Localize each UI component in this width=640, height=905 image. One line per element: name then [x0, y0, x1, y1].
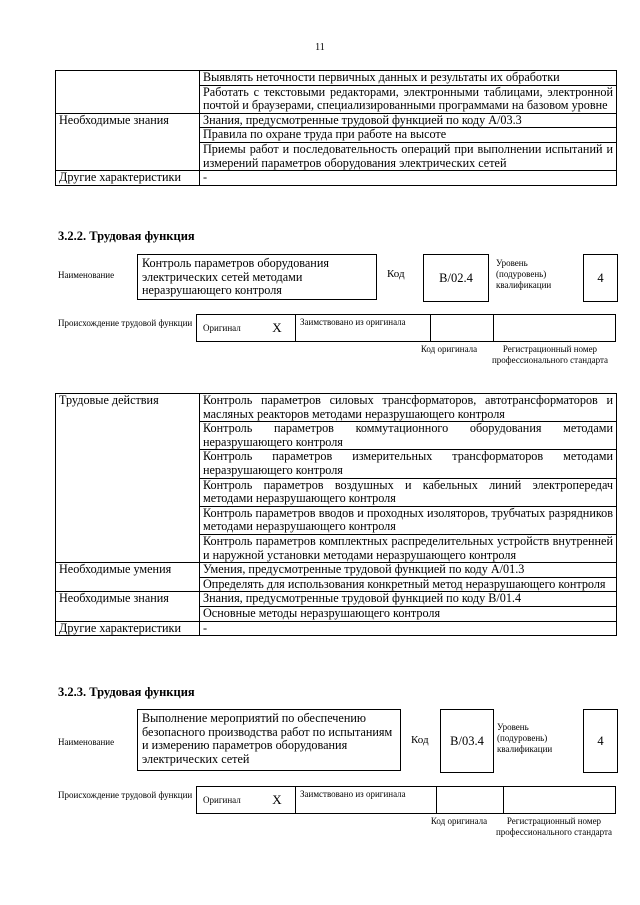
row-item: Правила по охране труда при работе на высоте — [200, 128, 617, 143]
row-label: Другие характеристики — [56, 171, 200, 186]
borrowed-label-323: Заимствовано из оригинала — [296, 787, 437, 813]
row-item: Выявлять неточности первичных данных и результаты их обработки — [200, 71, 617, 86]
reg-number-caption-322: Регистрационный номер профессионального стандарта — [491, 344, 609, 365]
row-item: Контроль параметров коммутационного оборудования методами неразрушающего контроля — [200, 422, 617, 450]
reg-number-caption-323: Регистрационный номер профессионального стандарта — [495, 816, 613, 837]
row-item: Умения, предусмотренные трудовой функцией по коду А/01.3 — [200, 563, 617, 578]
code-label-323: Код — [411, 734, 429, 746]
code-original-caption-323: Код оригинала — [430, 816, 488, 826]
original-label-323: Оригинал — [203, 794, 241, 805]
row-item: Контроль параметров воздушных и кабельных линий электропередач методами неразрушающего контроля — [200, 478, 617, 506]
code-original-cell-323 — [437, 787, 504, 813]
row-item: Контроль параметров силовых трансформаторов, автотрансформаторов и масляных реакторов методами неразрушающего контроля — [200, 394, 617, 422]
page-number: 11 — [315, 42, 325, 53]
section-heading-323: 3.2.3. Трудовая функция — [58, 685, 195, 699]
level-label-323: Уровень (подуровень) квалификации — [497, 722, 553, 754]
table-row — [56, 171, 617, 186]
row-item: - — [200, 171, 617, 186]
original-label-322: Оригинал — [203, 322, 241, 333]
row-label: Трудовые действия — [56, 394, 200, 563]
table-row — [56, 71, 617, 86]
table-row — [56, 621, 617, 636]
row-item: Работать с текстовыми редакторами, электронными таблицами, электронной почтой и браузерами, специализированными программами на базовом уровне — [200, 85, 617, 113]
origin-label-322: Происхождение трудовой функции — [58, 318, 193, 328]
row-item: Знания, предусмотренные трудовой функцией по коду А/03.3 — [200, 113, 617, 128]
section-heading-322: 3.2.2. Трудовая функция — [58, 229, 195, 243]
row-label: Другие характеристики — [56, 621, 200, 636]
row-item: - — [200, 621, 617, 636]
table-row — [56, 113, 617, 128]
table-322 — [55, 393, 617, 636]
table-row — [56, 592, 617, 607]
row-item: Определять для использования конкретный метод неразрушающего контроля — [200, 577, 617, 592]
name-label-322: Наименование — [58, 270, 115, 280]
row-item: Контроль параметров измерительных трансформаторов методами неразрушающего контроля — [200, 450, 617, 478]
code-value-323: В/03.4 — [440, 709, 494, 773]
row-label: Необходимые умения — [56, 563, 200, 592]
code-value-322: В/02.4 — [423, 254, 489, 302]
row-label: Необходимые знания — [56, 113, 200, 170]
reg-number-cell-322 — [494, 315, 615, 341]
name-value-323: Выполнение мероприятий по обеспечению безопасного производства работ по испытаниям и измерению параметров оборудования электрических сетей — [137, 709, 401, 771]
table-row — [56, 563, 617, 578]
original-mark-323: X — [259, 787, 296, 813]
origin-label-323: Происхождение трудовой функции — [58, 790, 193, 800]
code-label-322: Код — [387, 268, 405, 280]
reg-number-cell-323 — [504, 787, 615, 813]
row-item: Приемы работ и последовательность операций при выполнении испытаний и измерений параметров оборудования электрических сетей — [200, 142, 617, 170]
row-item: Контроль параметров вводов и проходных изоляторов, трубчатых разрядников методами неразрушающего контроля — [200, 506, 617, 534]
code-original-cell-322 — [431, 315, 494, 341]
code-original-caption-322: Код оригинала — [420, 344, 478, 354]
row-item: Основные методы неразрушающего контроля — [200, 606, 617, 621]
origin-box-322 — [196, 314, 616, 342]
table-top — [55, 70, 617, 186]
original-mark-322: X — [259, 315, 296, 341]
name-value-322: Контроль параметров оборудования электрических сетей методами неразрушающего контроля — [137, 254, 377, 300]
row-item: Знания, предусмотренные трудовой функцией по коду В/01.4 — [200, 592, 617, 607]
name-label-323: Наименование — [58, 737, 115, 747]
origin-box-323 — [196, 786, 616, 814]
level-value-323: 4 — [583, 709, 618, 773]
level-value-322: 4 — [583, 254, 618, 302]
borrowed-label-322: Заимствовано из оригинала — [296, 315, 431, 341]
level-label-322: Уровень (подуровень) квалификации — [496, 258, 552, 290]
table-row — [56, 394, 617, 422]
row-label: Необходимые знания — [56, 592, 200, 621]
row-label — [56, 71, 200, 114]
row-item: Контроль параметров комплектных распределительных устройств внутренней и наружной установки методами неразрушающего контроля — [200, 534, 617, 562]
